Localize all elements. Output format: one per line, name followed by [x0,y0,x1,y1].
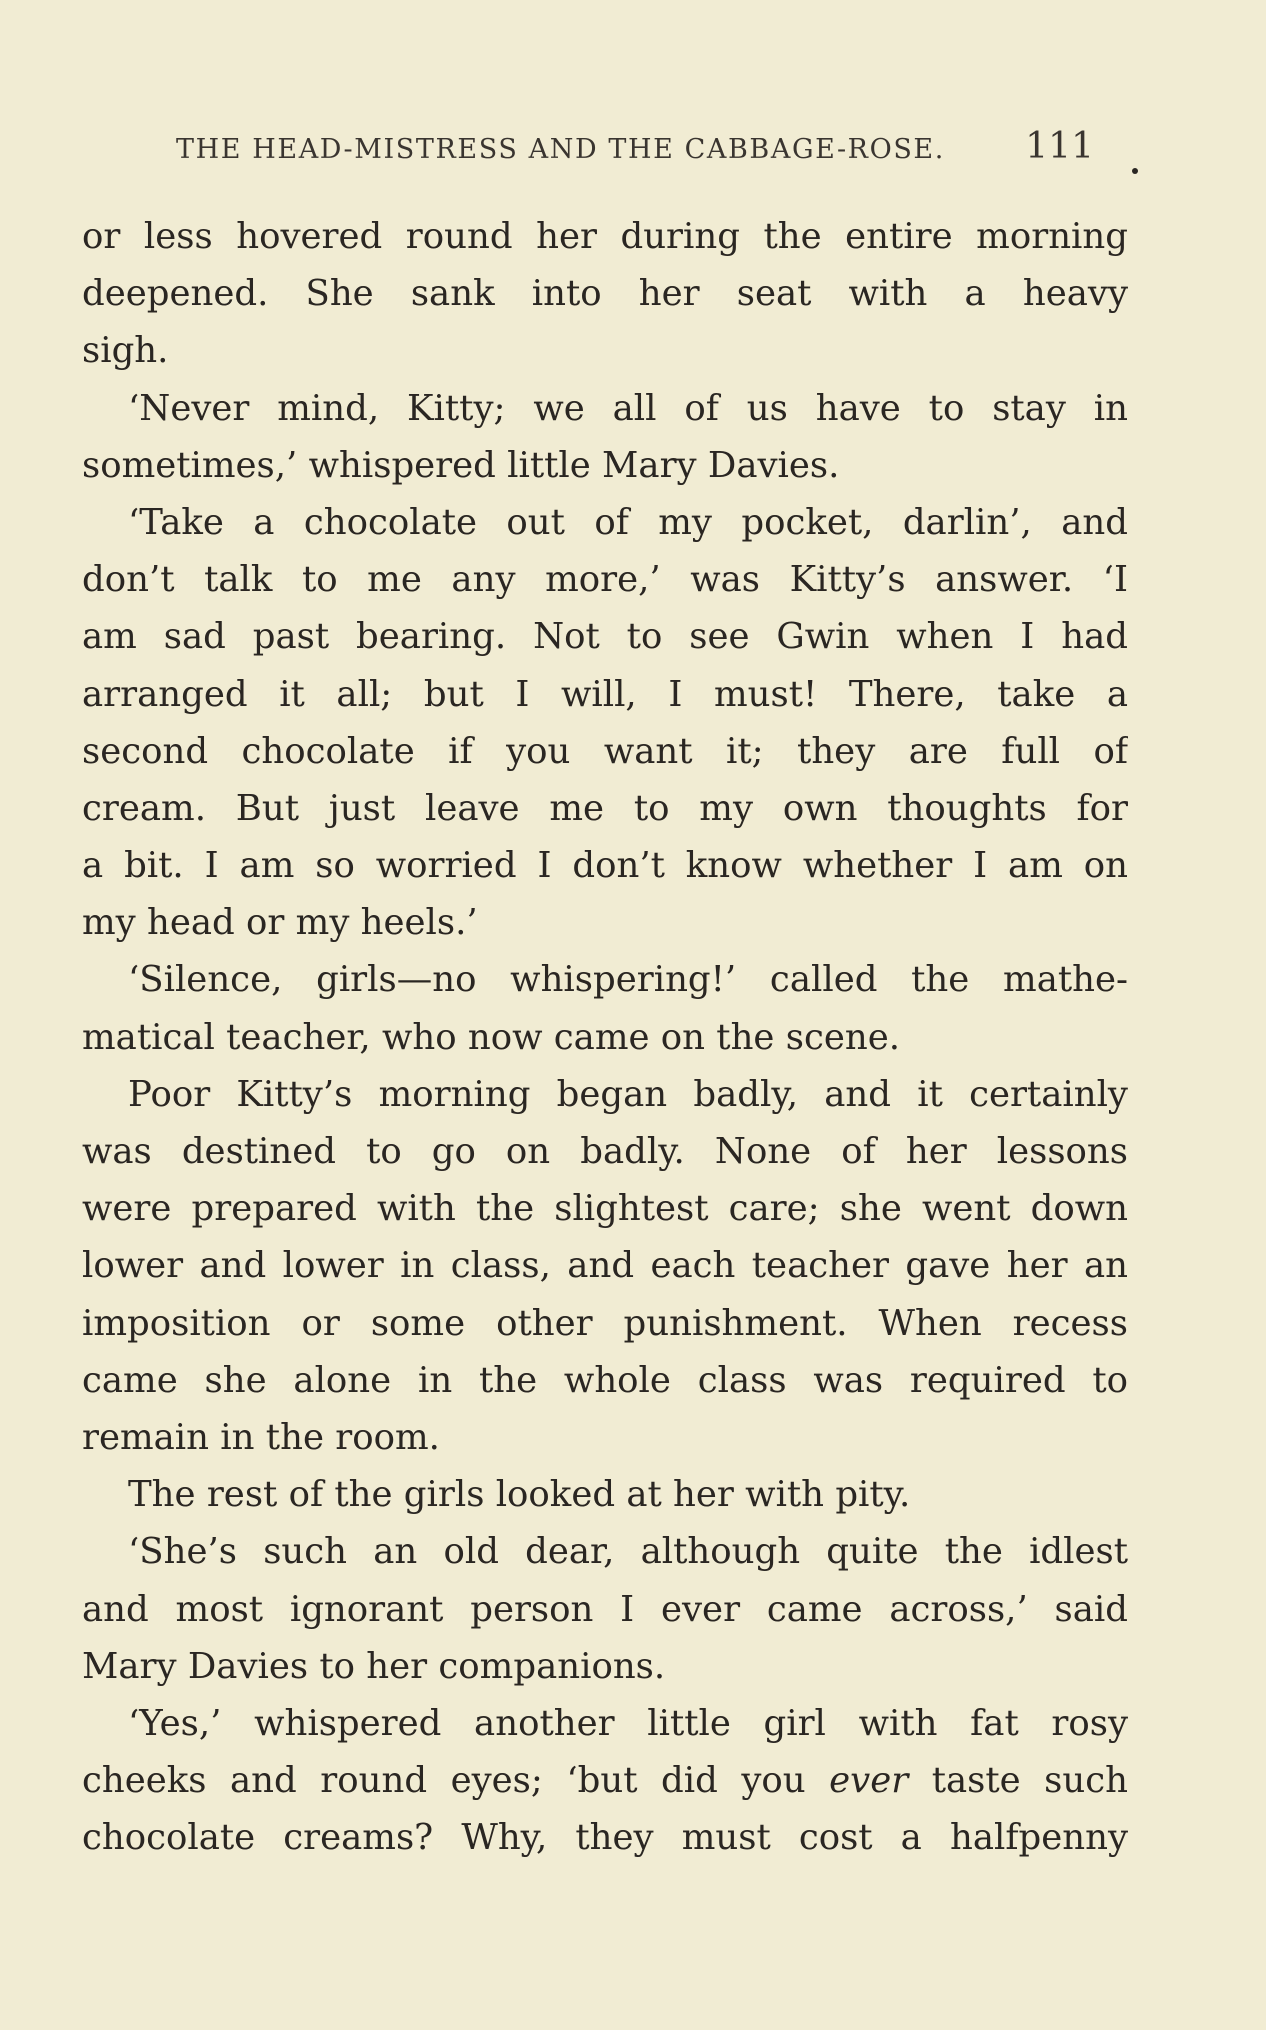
text-line: deepened. She sank into her seat with a heavy [82,273,1128,315]
text-line: chocolate creams? Why, they must cost a halfpenny [82,1817,1128,1859]
text-line: were prepared with the slightest care; she went down [82,1188,1128,1230]
text-line: ‘She’s such an old dear, although quite the idlest [128,1531,1128,1573]
emphasis-text: ever [829,1760,909,1802]
text-line: sometimes,’ whispered little Mary Davies. [82,444,840,486]
text-line: arranged it all; but I will, I must! There, take a [82,673,1128,715]
text-line: ‘Silence, girls—no whispering!’ called the mathe- [128,959,1128,1001]
text-line: came she alone in the whole class was required to [82,1359,1128,1401]
ink-speck [1132,168,1138,174]
text-line: Poor Kitty’s morning began badly, and it certainly [128,1073,1128,1115]
running-head [176,126,1136,172]
text-line: Mary Davies to her companions. [82,1645,666,1687]
text-line: a bit. I am so worried I don’t know whether I am on [82,845,1128,887]
body-text [82,208,1128,1866]
text-line: imposition or some other punishment. When recess [82,1302,1128,1344]
text-line [82,1752,1128,1809]
text-line: was destined to go on badly. None of her lessons [82,1131,1128,1172]
text-line: or less hovered round her during the entire morning [82,216,1128,257]
text-segment: taste such [908,1760,1128,1802]
text-line: don’t talk to me any more,’ was Kitty’s answer. ‘I [82,559,1128,601]
text-line: am sad past bearing. Not to see Gwin when I had [82,616,1128,658]
text-line: ‘Take a chocolate out of my pocket, darlin’, and [128,501,1128,543]
text-line: remain in the room. [82,1416,440,1458]
text-line: cream. But just leave me to my own thoughts for [82,787,1128,829]
text-line: ‘Yes,’ whispered another little girl with fat rosy [128,1702,1128,1744]
text-segment: cheeks and round eyes; ‘but did you [82,1760,830,1802]
text-line: The rest of the girls looked at her with pity. [128,1474,911,1516]
text-line: sigh. [82,330,169,372]
text-line: matical teacher, who now came on the scene. [82,1016,900,1058]
running-head-title: THE HEAD-MISTRESS AND THE CABBAGE-ROSE. [176,134,945,165]
text-line: and most ignorant person I ever came across,’ said [82,1588,1128,1630]
text-line: lower and lower in class, and each teacher gave her an [82,1245,1128,1287]
text-line: my head or my heels.’ [82,902,478,944]
page-number: 111 [1025,126,1094,167]
text-line: ‘Never mind, Kitty; we all of us have to stay in [128,387,1128,429]
text-line: second chocolate if you want it; they are full of [82,730,1128,772]
